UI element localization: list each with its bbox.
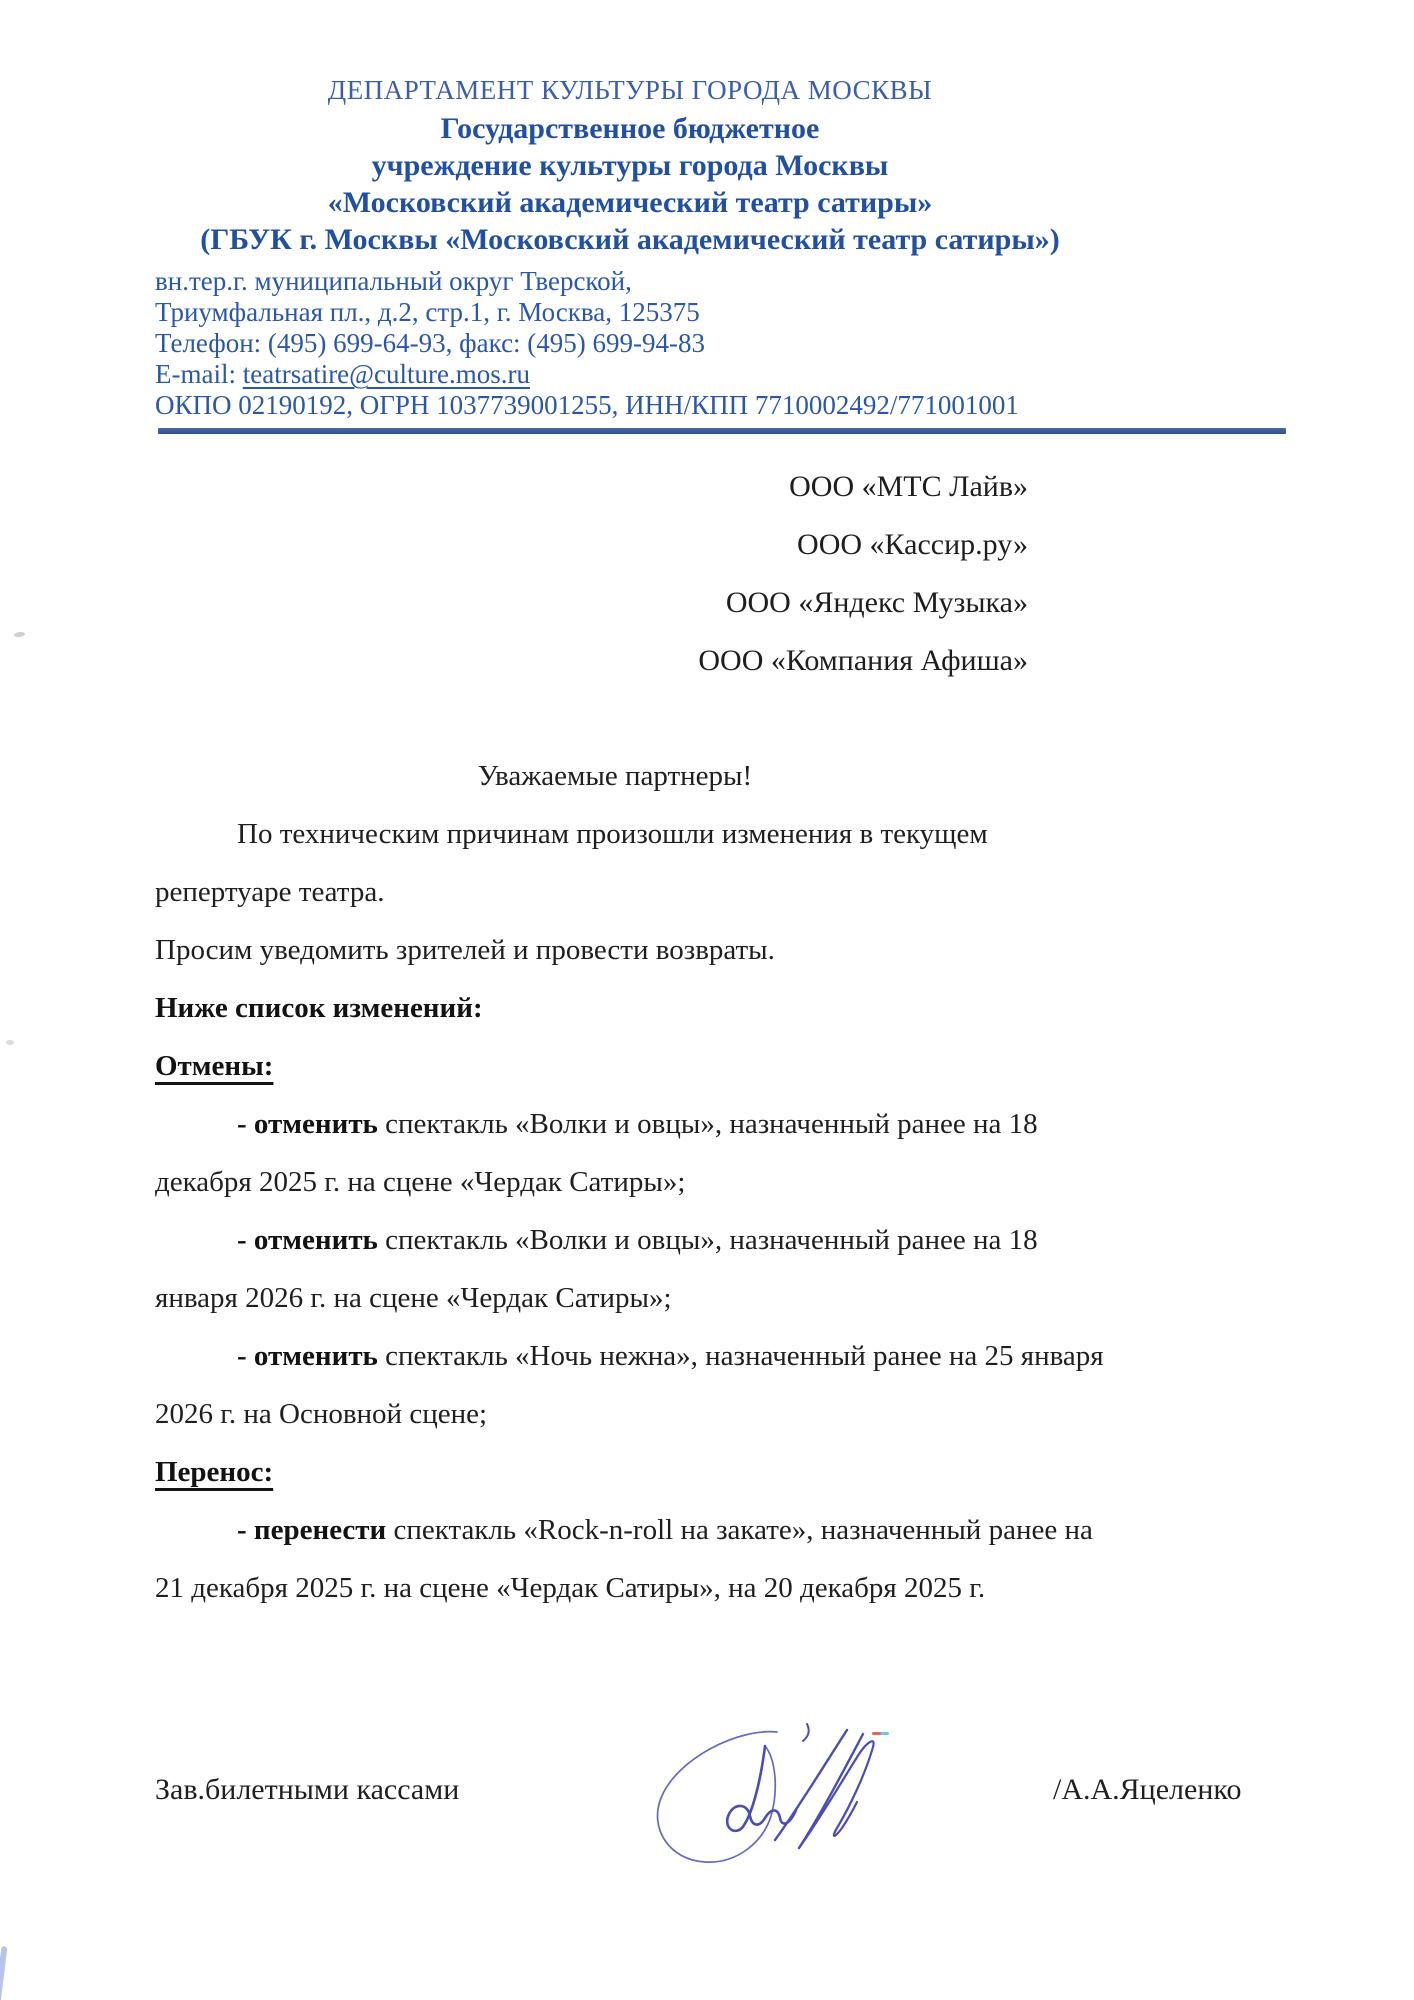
transfer-header: Перенос: (155, 1456, 274, 1488)
signature-block (155, 1770, 1265, 1910)
transfer-header-line (155, 1443, 1273, 1501)
recipients-block (698, 458, 1028, 690)
email-link[interactable]: teatrsatire@culture.mos.ru (242, 359, 530, 389)
district-line: вн.тер.г. муниципальный округ Тверской, (155, 266, 632, 296)
org-name-line-2: учреждение культуры города Москвы (371, 149, 889, 182)
signer-name: /А.А.Яцеленко (1053, 1773, 1242, 1806)
phone-fax-line: Телефон: (495) 699-64-93, факс: (495) 699-94-83 (155, 328, 706, 358)
department-line: ДЕПАРТАМЕНТ КУЛЬТУРЫ ГОРОДА МОСКВЫ (327, 75, 933, 105)
cancellation-item-line: - отменить спектакль «Волки и овцы», назначенный ранее на 18 (237, 1224, 1038, 1256)
scan-speck (14, 631, 26, 637)
recipient-line: ООО «Яндекс Музыка» (725, 586, 1028, 619)
org-name-line-3: «Московский академический театр сатиры» (327, 186, 933, 219)
cancellation-item-line: декабря 2025 г. на сцене «Чердак Сатиры»; (155, 1166, 686, 1198)
org-name-line-1: Государственное бюджетное (440, 112, 820, 145)
recipient-line: ООО «МТС Лайв» (789, 470, 1028, 503)
scan-speck (6, 1040, 14, 1045)
street-address-line: Триумфальная пл., д.2, стр.1, г. Москва, 125375 (155, 297, 700, 327)
cancellation-item-line: - отменить спектакль «Ночь нежна», назначенный ранее на 25 января (237, 1340, 1104, 1372)
handwritten-signature (647, 1722, 937, 1877)
scan-color-artifact (872, 1732, 889, 1735)
transfer-item-line: 21 декабря 2025 г. на сцене «Чердак Сатиры», на 20 декабря 2025 г. (155, 1572, 986, 1604)
letterhead-divider (158, 428, 1286, 434)
recipient-line: ООО «Компания Афиша» (698, 644, 1028, 677)
email-line (155, 359, 1105, 390)
cancellations-header-line (155, 1037, 1273, 1095)
intro-line: По техническим причинам произошли изменения в текущем (237, 818, 988, 850)
changes-list-header: Ниже список изменений: (155, 992, 483, 1024)
registration-codes-line: ОКПО 02190192, ОГРН 1037739001255, ИНН/КПП 7710002492/771001001 (155, 390, 1019, 420)
email-label: E-mail: (155, 359, 236, 389)
cancellations-header: Отмены: (155, 1050, 274, 1082)
cancellation-item-line: января 2026 г. на сцене «Чердак Сатиры»; (155, 1282, 672, 1314)
letterhead (155, 70, 1105, 421)
scan-edge-artifact (0, 1946, 8, 2000)
cancellation-item-line: 2026 г. на Основной сцене; (155, 1398, 488, 1430)
signer-position: Зав.билетными кассами (155, 1773, 460, 1806)
notice-line: Просим уведомить зрителей и провести возвраты. (155, 934, 775, 966)
org-name-line-4: (ГБУК г. Москвы «Московский академический театр сатиры») (200, 223, 1060, 256)
recipient-line: ООО «Кассир.ру» (797, 528, 1028, 561)
intro-line: репертуаре театра. (155, 876, 385, 908)
cancellation-item-line: - отменить спектакль «Волки и овцы», назначенный ранее на 18 (237, 1108, 1038, 1140)
letterhead-contacts (155, 266, 1105, 421)
transfer-item-line: - перенести спектакль «Rock-n-roll на закате», назначенный ранее на (237, 1514, 1093, 1546)
letter-body (155, 747, 1273, 1617)
salutation: Уважаемые партнеры! (477, 760, 753, 792)
